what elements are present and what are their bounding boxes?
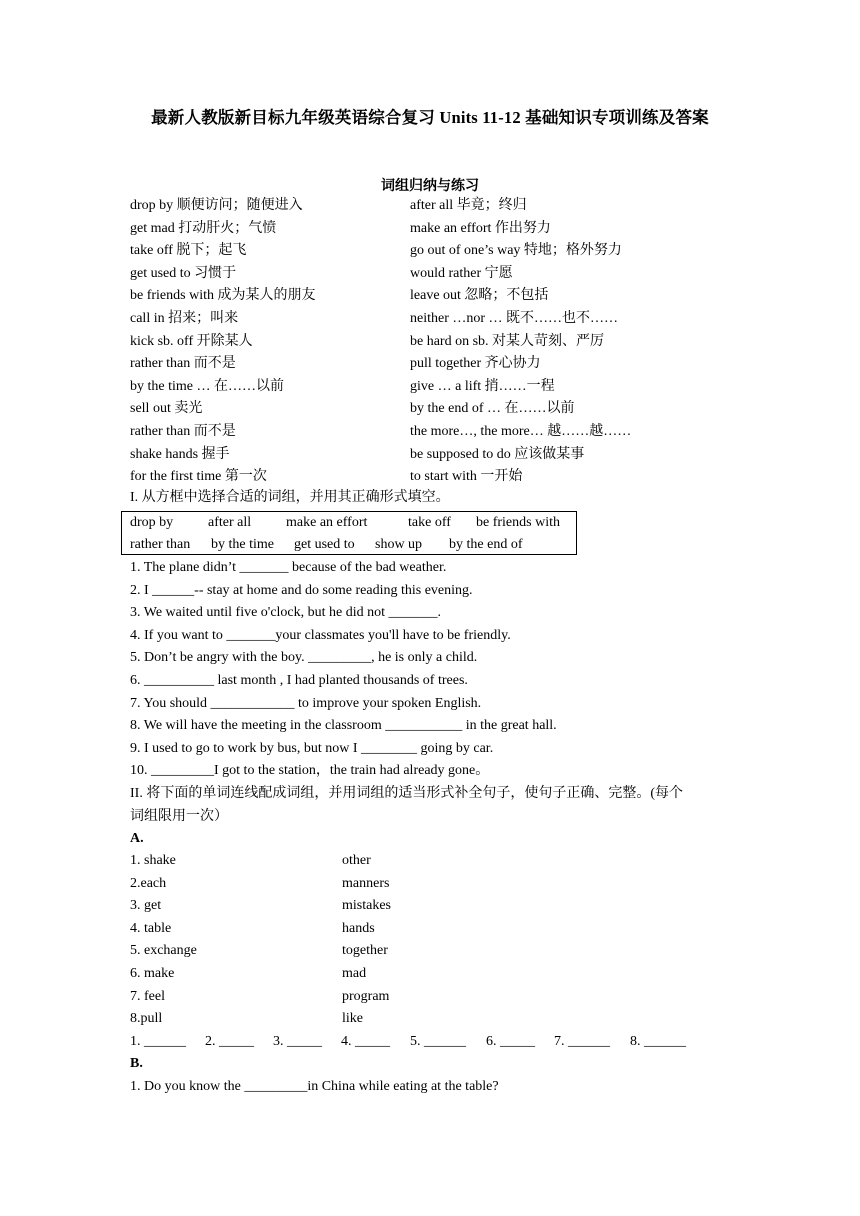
phrase-row xyxy=(130,308,750,331)
match-row xyxy=(130,850,730,873)
phrase-right: pull together 齐心协力 xyxy=(410,356,541,372)
answer-blanks xyxy=(130,1031,750,1053)
part-b-label: B. xyxy=(130,1056,143,1071)
match-left-word: 4. table xyxy=(130,920,172,936)
match-row xyxy=(130,895,730,918)
phrase-row xyxy=(130,331,750,354)
phrase-row xyxy=(130,466,750,489)
part-a-label: A. xyxy=(130,831,144,846)
phrase-left: by the time … 在……以前 xyxy=(130,378,284,394)
phrase-left: drop by 顺便访问；随便进入 xyxy=(130,198,303,213)
phrase-right: make an effort 作出努力 xyxy=(410,220,551,236)
phrase-left: shake hands 握手 xyxy=(130,446,230,462)
word-bank-item: by the time xyxy=(211,537,274,552)
phrase-row xyxy=(130,444,750,467)
phrase-row xyxy=(130,218,750,241)
phrase-right: neither …nor … 既不……也不…… xyxy=(410,310,619,326)
document-title: 最新人教版新目标九年级英语综合复习 Units 11-12 基础知识专项训练及答案 xyxy=(151,108,709,127)
phrase-right: be supposed to do 应该做某事 xyxy=(410,446,585,462)
phrase-left: call in 招来；叫来 xyxy=(130,310,239,326)
phrase-right: to start with 一开始 xyxy=(410,469,523,485)
match-left-word: 2.each xyxy=(130,875,167,891)
answer-blank: 1. ______ xyxy=(130,1034,186,1049)
phrase-left: rather than 而不是 xyxy=(130,356,236,372)
phrase-left: for the first time 第一次 xyxy=(130,469,267,485)
word-bank-item: rather than xyxy=(130,537,191,552)
phrase-row xyxy=(130,240,750,263)
phrase-right: leave out 忽略；不包括 xyxy=(410,288,549,304)
question-line: 7. You should ____________ to improve your spoken English. xyxy=(130,695,482,711)
question-line: 1. Do you know the _________in China while eating at the table? xyxy=(130,1079,499,1094)
word-bank-item: after all xyxy=(208,515,252,530)
section-subtitle: 词组归纳与练习 xyxy=(381,179,479,194)
match-row xyxy=(130,918,730,941)
word-bank-item: take off xyxy=(408,515,451,530)
match-left-word: 6. make xyxy=(130,965,175,981)
phrase-left: get used to 习惯于 xyxy=(130,265,237,281)
word-bank-box xyxy=(121,511,577,555)
word-bank-item: make an effort xyxy=(286,515,368,530)
phrase-right: be hard on sb. 对某人苛刻、严厉 xyxy=(410,333,605,349)
question-line: 10. _________I got to the station，the train had already gone。 xyxy=(130,763,490,779)
match-right-word: program xyxy=(342,988,390,1004)
section1-heading: I. 从方框中选择合适的词组，并用其正确形式填空。 xyxy=(130,490,450,505)
section2-heading-line: 词组限用一次） xyxy=(130,808,228,824)
phrase-row xyxy=(130,421,750,444)
match-right-word: manners xyxy=(342,875,390,891)
phrase-left: kick sb. off 开除某人 xyxy=(130,333,253,349)
word-bank-item: be friends with xyxy=(476,515,560,530)
match-right-word: like xyxy=(342,1011,363,1027)
match-row xyxy=(130,963,730,986)
answer-blank: 3. _____ xyxy=(273,1034,322,1049)
match-right-word: together xyxy=(342,943,388,959)
phrase-right: would rather 宁愿 xyxy=(410,265,513,281)
answer-blank: 4. _____ xyxy=(341,1034,390,1049)
match-row xyxy=(130,940,730,963)
question-line: 6. __________ last month , I had planted thousands of trees. xyxy=(130,672,468,688)
match-row xyxy=(130,873,730,896)
match-right-word: mad xyxy=(342,965,367,981)
word-bank-item: drop by xyxy=(130,515,174,530)
answer-blank: 7. ______ xyxy=(554,1034,610,1049)
phrase-left: sell out 卖光 xyxy=(130,401,203,417)
question-line: 1. The plane didn’t _______ because of the bad weather. xyxy=(130,560,447,575)
match-left-word: 8.pull xyxy=(130,1011,163,1027)
answer-blank: 6. _____ xyxy=(486,1034,535,1049)
answer-blank: 2. _____ xyxy=(205,1034,254,1049)
phrase-left: get mad 打动肝火；气愤 xyxy=(130,220,277,236)
phrase-left: rather than 而不是 xyxy=(130,423,236,439)
phrase-left: take off 脱下；起飞 xyxy=(130,243,247,259)
question-line: 3. We waited until five o'clock, but he did not _______. xyxy=(130,605,442,621)
phrase-row xyxy=(130,263,750,286)
question-line: 2. I ______-- stay at home and do some reading this evening. xyxy=(130,582,473,598)
word-bank-item: show up xyxy=(375,537,423,552)
matching-list xyxy=(130,850,730,1031)
phrase-row xyxy=(130,398,750,421)
match-row xyxy=(130,986,730,1009)
section2-heading xyxy=(130,783,730,828)
answer-blank: 8. ______ xyxy=(630,1034,686,1049)
phrase-left: be friends with 成为某人的朋友 xyxy=(130,288,316,304)
match-right-word: other xyxy=(342,853,371,868)
word-bank-item: by the end of xyxy=(449,537,523,552)
question-line: 5. Don’t be angry with the boy. _________, he is only a child. xyxy=(130,650,478,666)
phrase-row xyxy=(130,353,750,376)
word-bank-item: get used to xyxy=(294,537,355,552)
phrase-row xyxy=(130,195,750,218)
phrase-row xyxy=(130,376,750,399)
match-right-word: hands xyxy=(342,920,375,936)
section1-questions xyxy=(130,557,750,783)
match-left-word: 7. feel xyxy=(130,988,165,1004)
question-line: 8. We will have the meeting in the classroom ___________ in the great hall. xyxy=(130,718,557,734)
match-left-word: 5. exchange xyxy=(130,943,197,959)
section2-heading-line: II. 将下面的单词连线配成词组，并用词组的适当形式补全句子，使句子正确、完整。(每个 xyxy=(130,786,683,801)
match-row xyxy=(130,1008,730,1031)
phrase-right: the more…, the more… 越……越…… xyxy=(410,423,632,439)
match-right-word: mistakes xyxy=(342,898,391,914)
question-line: 9. I used to go to work by bus, but now I ________ going by car. xyxy=(130,740,494,756)
question-line: 4. If you want to _______your classmates you'll have to be friendly. xyxy=(130,627,511,643)
phrase-list xyxy=(130,195,750,489)
phrase-right: by the end of … 在……以前 xyxy=(410,401,575,417)
match-left-word: 3. get xyxy=(130,898,162,914)
phrase-row xyxy=(130,285,750,308)
phrase-right: give … a lift 捎……一程 xyxy=(410,378,555,394)
answer-blank: 5. ______ xyxy=(410,1034,466,1049)
phrase-right: go out of one’s way 特地；格外努力 xyxy=(410,243,622,259)
phrase-right: after all 毕竟；终归 xyxy=(410,198,527,213)
match-left-word: 1. shake xyxy=(130,853,176,868)
